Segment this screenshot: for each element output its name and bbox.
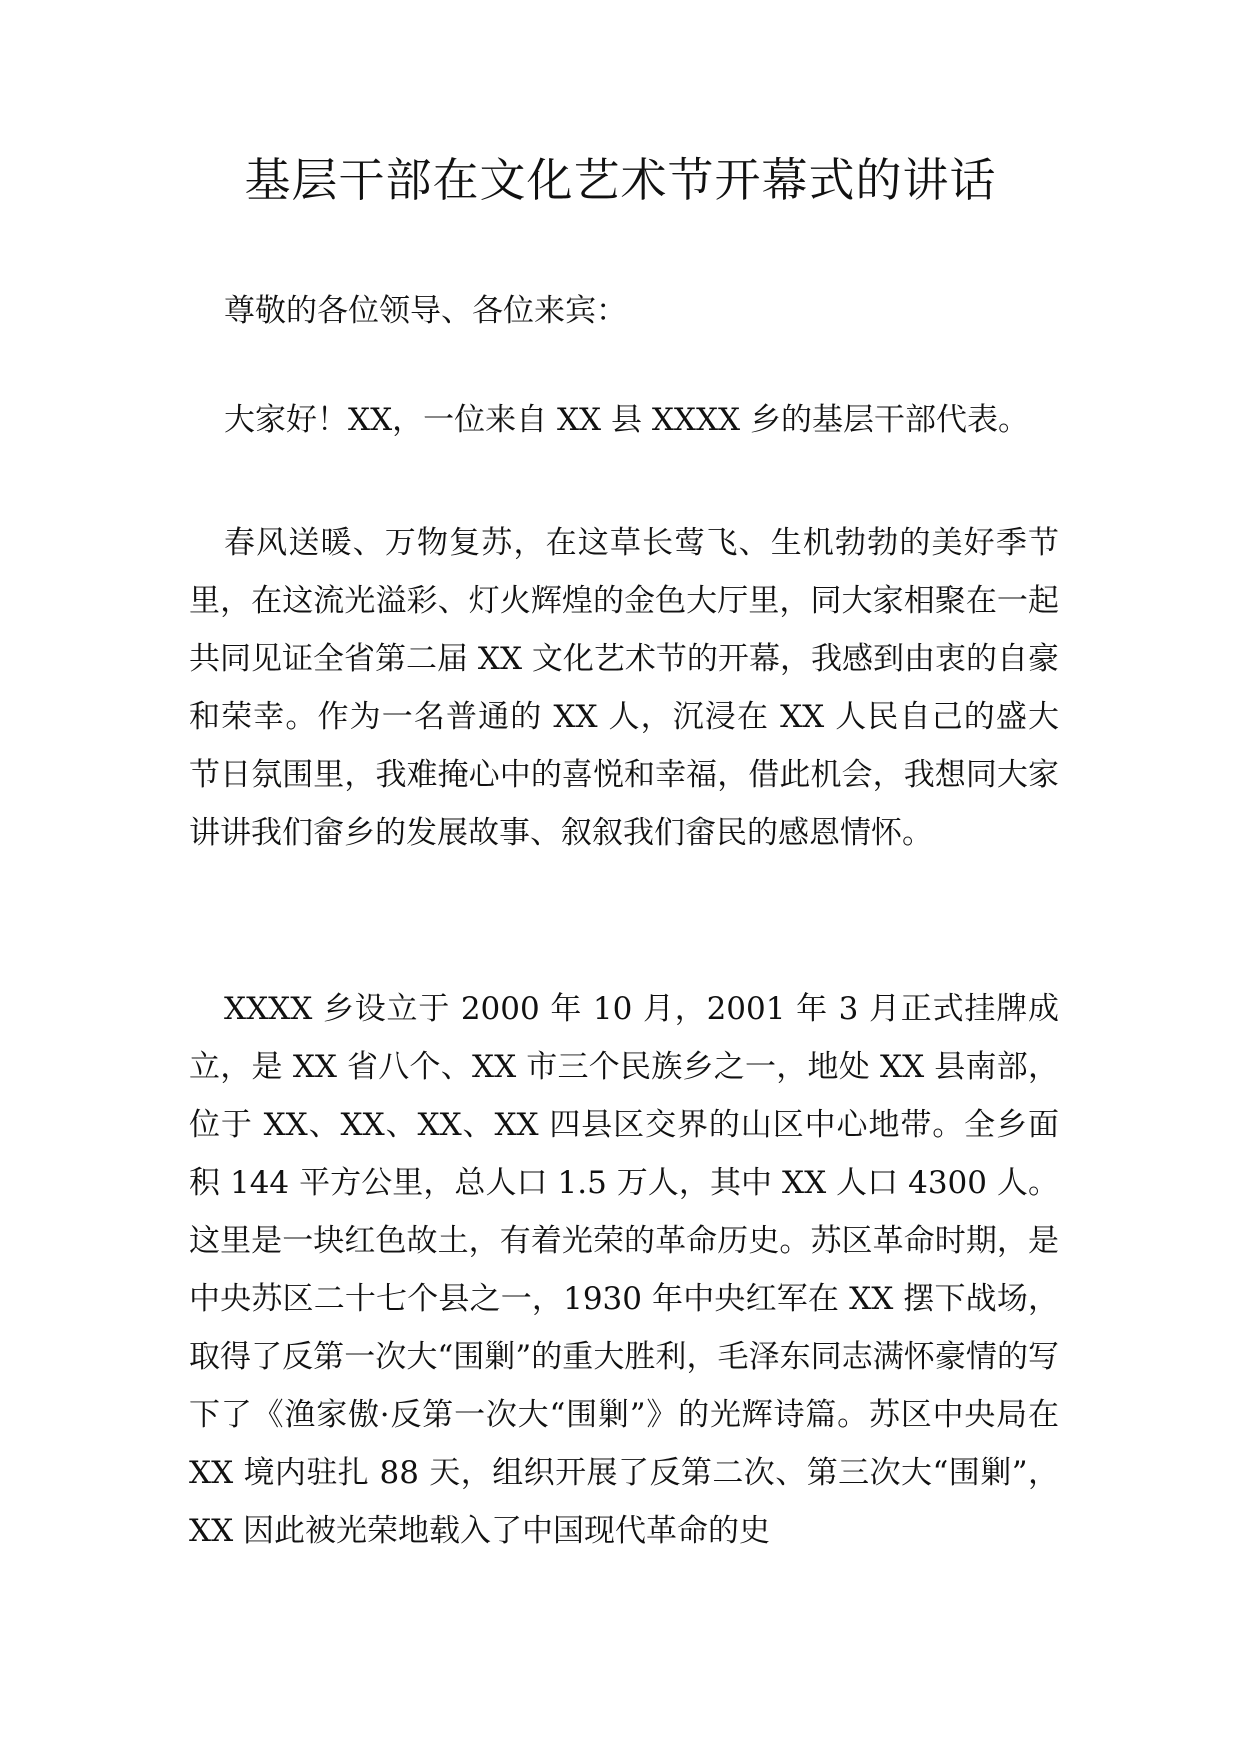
greeting-paragraph: 大家好！XX，一位来自 XX 县 XXXX 乡的基层干部代表。 xyxy=(224,402,1029,438)
body-paragraph: 春风送暖、万物复苏，在这草长莺飞、生机勃勃的美好季节里，在这流光溢彩、灯火辉煌的金色大厅里，同大家相聚在一起共同见证全省第二届 XX 文化艺术节的开幕，我感到由衷的自豪和荣幸。作为一名普通的 XX 人，沉浸在 XX 人民自己的盛大节日氛围里，我难掩心中的喜悦和幸福，借此机会，我想同大家讲讲我们畲乡的发展故事、叙叙我们畲民的感恩情怀。 xyxy=(189,525,1059,851)
document-title: 基层干部在文化艺术节开幕式的讲话 xyxy=(244,153,997,207)
salutation-paragraph: 尊敬的各位领导、各位来宾： xyxy=(224,293,627,329)
body-paragraph: XXXX 乡设立于 2000 年 10 月，2001 年 3 月正式挂牌成立，是 XX 省八个、XX 市三个民族乡之一，地处 XX 县南部，位于 XX、XX、XX、XX 四县区交界的山区中心地带。全乡面积 144 平方公里，总人口 1.5 万人，其中 XX 人口 4300 人。这里是一块红色故土，有着光荣的革命历史。苏区革命时期，是中央苏区二十七个县之一，1930 年中央红军在 XX 摆下战场，取得了反第一次大“围剿”的重大胜利，毛泽东同志满怀豪情的写下了《渔家傲·反第一次大“围剿”》的光辉诗篇。苏区中央局在 XX 境内驻扎 88 天，组织开展了反第二次、第三次大“围剿”，XX 因此被光荣地载入了中国现代革命的史 xyxy=(189,991,1059,1549)
